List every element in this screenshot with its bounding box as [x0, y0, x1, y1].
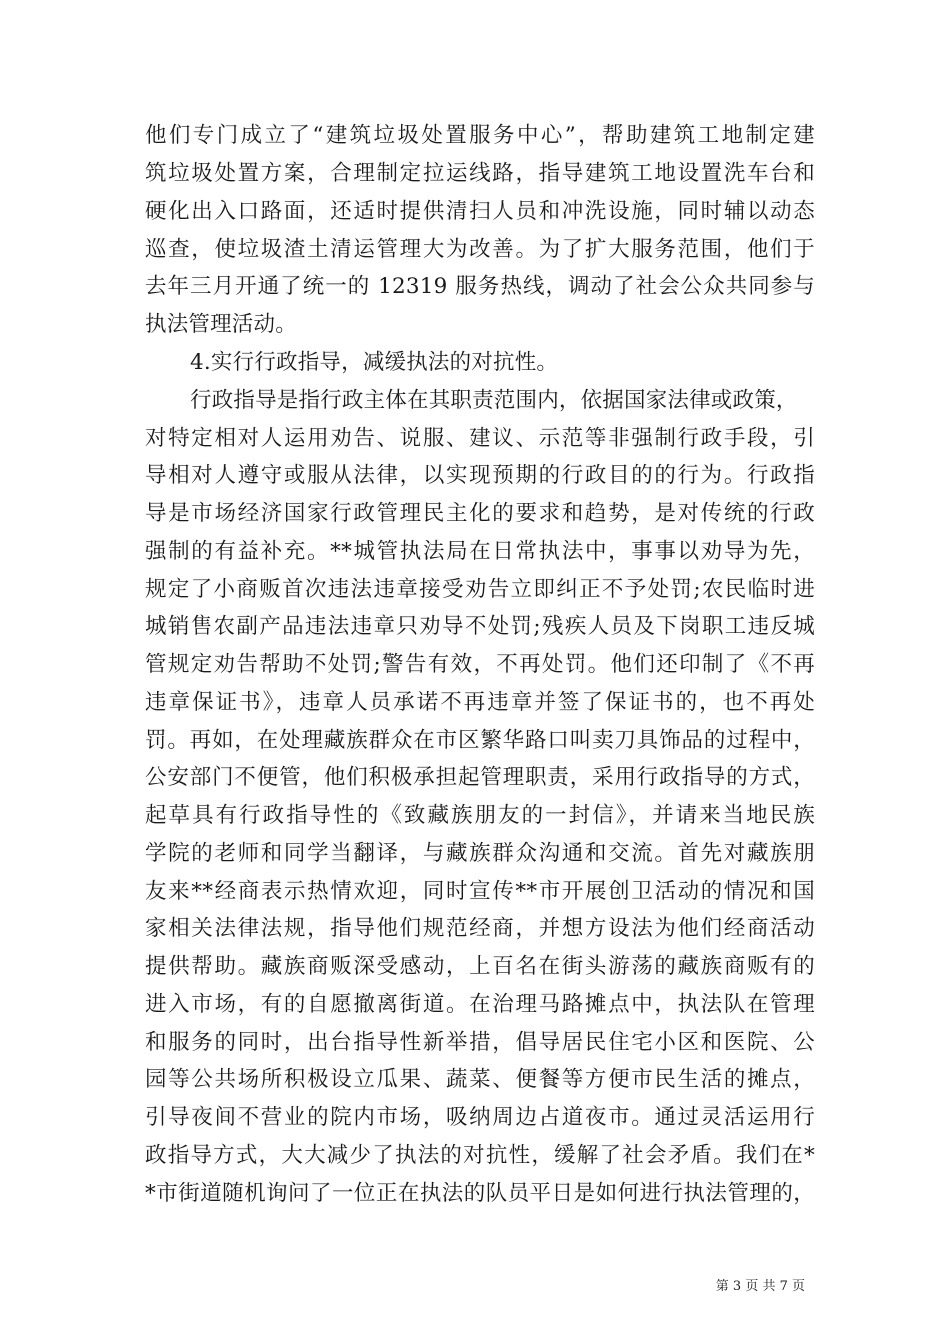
- body-text-line: 和服务的同时，出台指导性新举措，倡导居民住宅小区和医院、公: [145, 1030, 815, 1055]
- body-text-line: 他们专门成立了“建筑垃圾处置服务中心”，帮助建筑工地制定建: [145, 123, 815, 148]
- body-text-line: 管规定劝告帮助不处罚;警告有效，不再处罚。他们还印制了《不再: [145, 652, 815, 677]
- body-text-line: 执法管理活动。: [145, 312, 297, 337]
- paragraph-first-line: 行政指导是指行政主体在其职责范围内，依据国家法律或政策，: [190, 388, 798, 413]
- body-text-line: 学院的老师和同学当翻译，与藏族群众沟通和交流。首先对藏族朋: [145, 841, 815, 866]
- body-text-line: 去年三月开通了统一的 12319 服务热线，调动了社会公众共同参与: [145, 274, 815, 299]
- body-text-line: 巡查，使垃圾渣土清运管理大为改善。为了扩大服务范围，他们于: [145, 237, 815, 262]
- body-text-line: 筑垃圾处置方案，合理制定拉运线路，指导建筑工地设置洗车台和: [145, 161, 815, 186]
- body-text-line: 园等公共场所积极设立瓜果、蔬菜、便餐等方便市民生活的摊点，: [145, 1067, 815, 1092]
- body-text-line: 家相关法律法规，指导他们规范经商，并想方设法为他们经商活动: [145, 916, 815, 941]
- body-text-line: 友来**经商表示热情欢迎，同时宣传**市开展创卫活动的情况和国: [145, 879, 815, 904]
- body-text-line: 政指导方式，大大减少了执法的对抗性，缓解了社会矛盾。我们在*: [145, 1143, 815, 1168]
- body-text-line: 罚。再如，在处理藏族群众在市区繁华路口叫卖刀具饰品的过程中，: [145, 728, 815, 753]
- body-text-line: 规定了小商贩首次违法违章接受劝告立即纠正不予处罚;农民临时进: [145, 577, 815, 602]
- section-heading: 4.实行行政指导，减缓执法的对抗性。: [190, 350, 559, 375]
- body-text-line: 公安部门不便管，他们积极承担起管理职责，采用行政指导的方式，: [145, 765, 815, 790]
- page-number: 第 3 页 共 7 页: [715, 1279, 805, 1294]
- body-text-line: 硬化出入口路面，还适时提供清扫人员和冲洗设施，同时辅以动态: [145, 199, 815, 224]
- body-text-line: 导相对人遵守或服从法律，以实现预期的行政目的的行为。行政指: [145, 463, 815, 488]
- body-text-line: 违章保证书》，违章人员承诺不再违章并签了保证书的，也不再处: [145, 690, 815, 715]
- body-text-line: 提供帮助。藏族商贩深受感动，上百名在街头游荡的藏族商贩有的: [145, 954, 815, 979]
- body-text-line: *市街道随机询问了一位正在执法的队员平日是如何进行执法管理的，: [145, 1181, 815, 1206]
- body-text-line: 进入市场，有的自愿撤离街道。在治理马路摊点中，执法队在管理: [145, 992, 815, 1017]
- body-text-line: 起草具有行政指导性的《致藏族朋友的一封信》，并请来当地民族: [145, 803, 815, 828]
- body-text-line: 强制的有益补充。**城管执法局在日常执法中，事事以劝导为先，: [145, 539, 815, 564]
- body-text-line: 城销售农副产品违法违章只劝导不处罚;残疾人员及下岗职工违反城: [145, 614, 815, 639]
- body-text-line: 对特定相对人运用劝告、说服、建议、示范等非强制行政手段，引: [145, 426, 815, 451]
- body-text-line: 导是市场经济国家行政管理民主化的要求和趋势，是对传统的行政: [145, 501, 815, 526]
- body-text-line: 引导夜间不营业的院内市场，吸纳周边占道夜市。通过灵活运用行: [145, 1105, 815, 1130]
- page-footer: [0, 1278, 950, 1296]
